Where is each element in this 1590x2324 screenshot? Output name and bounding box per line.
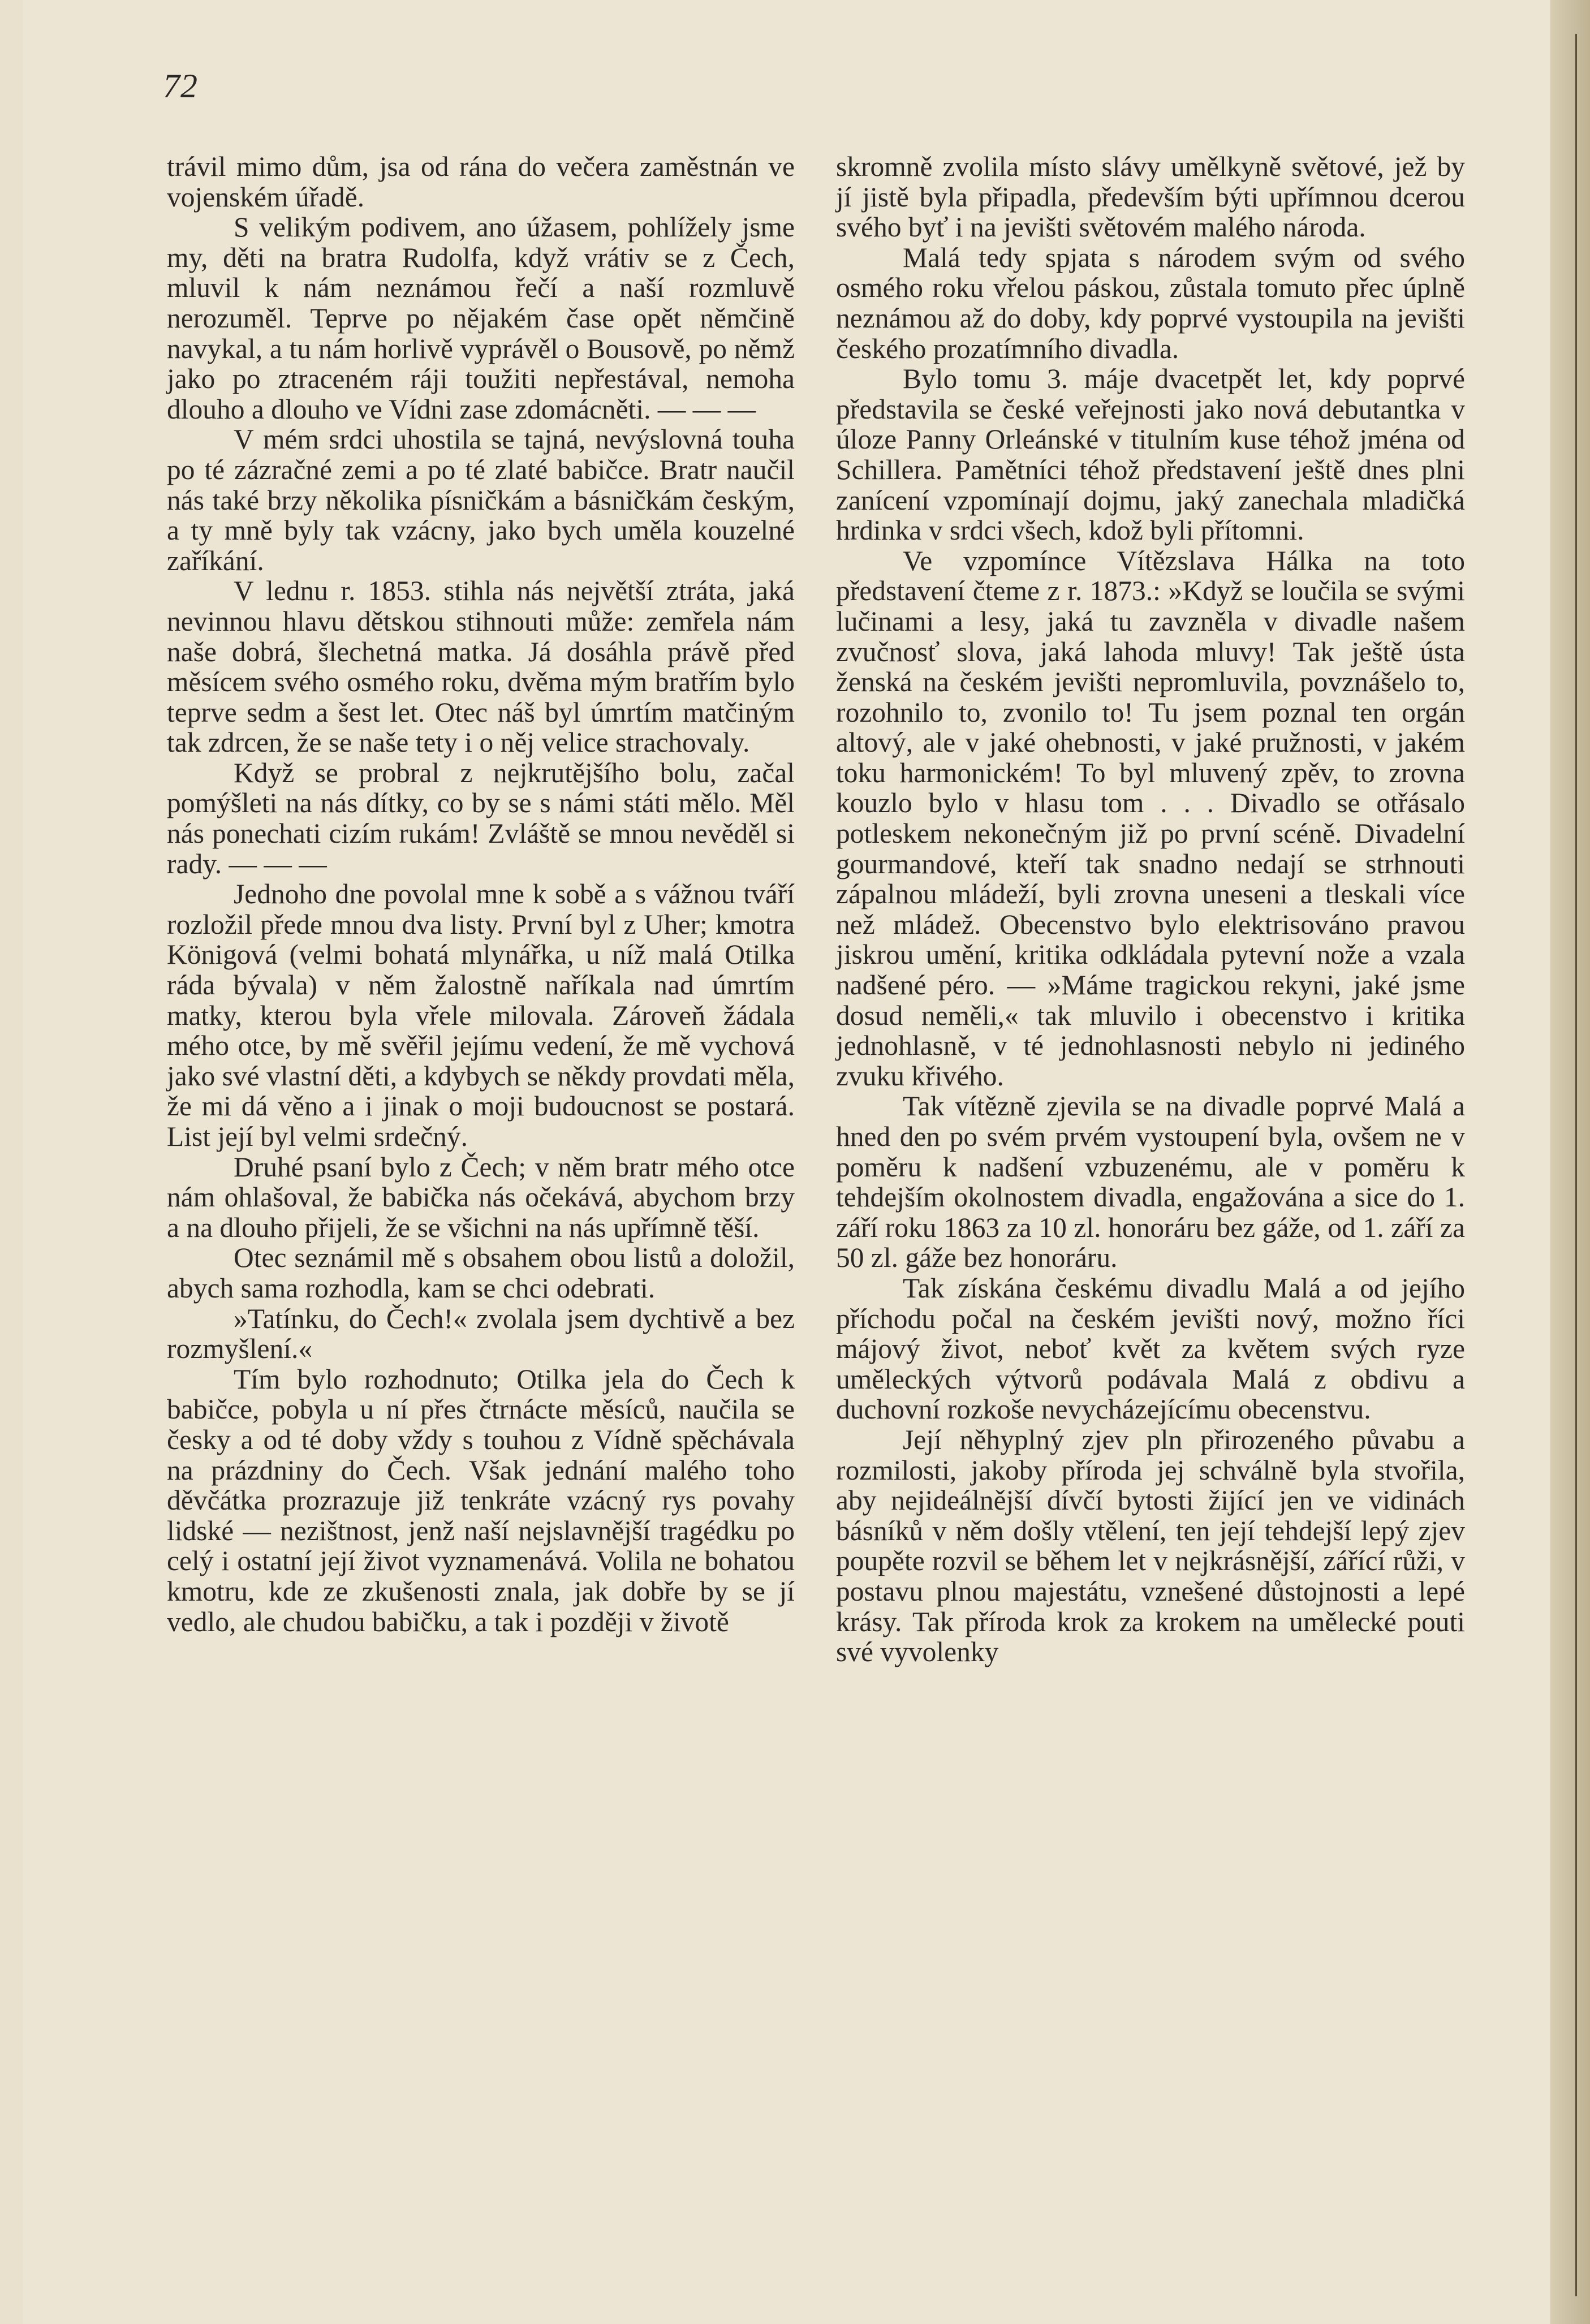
paragraph: Druhé psaní bylo z Čech; v něm bratr mého otce nám ohlašoval, že babička nás očekává, abychom brzy a na dlouho přijeli, že se všichni na nás upřímně těší. xyxy=(167,1151,795,1243)
paragraph: Tak získána českému divadlu Malá a od jejího příchodu počal na českém jevišti nový, možno říci májový život, neboť květ za květem svých ryze uměleckých výtvorů podávala Malá z obdivu a duchovní rozkoše nevycházejícímu obecenstvu. xyxy=(836,1272,1465,1425)
paragraph: V mém srdci uhostila se tajná, nevýslovná touha po té zázračné zemi a po té zlaté babičce. Bratr naučil nás také brzy několika písničkám a básničkám českým, a ty mně byly tak vzácny, jako bych uměla kouzelné zaříkání. xyxy=(167,424,795,576)
paragraph: Jednoho dne povolal mne k sobě a s vážnou tváří rozložil přede mnou dva listy. První byl z Uher; kmotra Königová (velmi bohatá mlynářka, u níž malá Otilka ráda bývala) v něm žalostně naříkala nad úmrtím matky, kterou byla vřele milovala. Zároveň žádala mého otce, by mě svěřil jejímu vedení, že mě vychová jako své vlastní děti, a kdybych se někdy provdati měla, že mi dá věno a i jinak o moji budoucnost se postará. List její byl velmi srdečný. xyxy=(167,878,795,1152)
paragraph: Bylo tomu 3. máje dvacetpět let, kdy poprvé představila se české veřejnosti jako nová debutantka v úloze Panny Orleánské v titulním kuse téhož jména od Schillera. Pamětníci téhož představení ještě dnes plni zanícení vzpomínají dojmu, jaký zanechala mladičká hrdinka v srdci všech, kdož byli přítomni. xyxy=(836,363,1465,546)
paragraph: Otec seznámil mě s obsahem obou listů a doložil, abych sama rozhodla, kam se chci odebrati. xyxy=(167,1242,795,1304)
paragraph: Ve vzpomínce Vítězslava Hálka na toto představení čteme z r. 1873.: »Když se loučila se svými lučinami a lesy, jaká tu zavzněla v divadle našem zvučnosť slova, jaká lahoda mluvy! Tak ještě ústa ženská na českém jevišti nepromluvila, povznášelo to, rozohnilo to, zvonilo to! Tu jsem poznal ten orgán altový, ale v jaké ohebnosti, v jaké pružnosti, v jakém toku harmonickém! To byl mluvený zpěv, to zrovna kouzlo bylo v hlasu tom . . . Divadlo se otřásalo potleskem nekonečným již po první scéně. Divadelní gourmandové, kteří tak snadno nedají se strhnouti zápalnou mládeží, byli zrovna uneseni a tleskali více než mládež. Obecenstvo bylo elektrisováno pravou jiskrou umění, kritika odkládala pytevní nože a vzala nadšené péro. — »Máme tragickou rekyni, jaké jsme dosud neměli,« tak mluvilo i obecenstvo i kritika jednohlasně, v té jednohlasnosti nebylo ni jediného zvuku křivého. xyxy=(836,545,1465,1092)
page-edge-line xyxy=(1575,34,1577,2296)
page-edge xyxy=(1550,0,1590,2324)
paragraph: S velikým podivem, ano úžasem, pohlížely jsme my, děti na bratra Rudolfa, když vrátiv se z Čech, mluvil k nám neznámou řečí a naší rozmluvě nerozuměl. Teprve po nějakém čase opět němčině navykal, a tu nám horlivě vyprávěl o Bousově, po němž jako po ztraceném ráji toužiti nepřestával, nemoha dlouho a dlouho ve Vídni zase zdomácněti. — — — xyxy=(167,212,795,425)
page-number: 72 xyxy=(163,67,198,105)
paragraph: Tím bylo rozhodnuto; Otilka jela do Čech k babičce, pobyla u ní přes čtrnácte měsíců, naučila se česky a od té doby vždy s touhou z Vídně spěchávala na prázdniny do Čech. Však jednání malého toho děvčátka prozrazuje již tenkráte vzácný rys povahy lidské — nezištnost, jenž naší nejslavnější tragédku po celý i ostatní její život vyznamenává. Volila ne bohatou kmotru, kde ze zkušenosti znala, jak dobře by se jí vedlo, ale chudou babičku, a tak i později v životě xyxy=(167,1363,795,1637)
paragraph: »Tatínku, do Čech!« zvolala jsem dychtivě a bez rozmyšlení.« xyxy=(167,1303,795,1365)
paragraph: trávil mimo dům, jsa od rána do večera zaměstnán ve vojenském úřadě. xyxy=(167,151,795,213)
right-text-column xyxy=(836,152,1465,1667)
paragraph: Malá tedy spjata s národem svým od svého osmého roku vřelou páskou, zůstala tomuto přec úplně neznámou až do doby, kdy poprvé vystoupila na jevišti českého prozatímního divadla. xyxy=(836,242,1465,364)
paragraph: Její něhyplný zjev pln přirozeného půvabu a rozmilosti, jakoby příroda jej schválně byla stvořila, aby nejideálnější dívčí bytosti žijící jen ve vidinách básníků v něm došly vtělení, ten její tehdejší lepý zjev poupěte rozvil se během let v nejkrásnější, zářící růži, v postavu plnou majestátu, vznešené důstojnosti a lepé krásy. Tak příroda krok za krokem na umělecké pouti své vyvolenky xyxy=(836,1424,1465,1668)
paragraph: skromně zvolila místo slávy umělkyně světové, jež by jí jistě byla připadla, především býti upřímnou dcerou svého byť i na jevišti světovém malého národa. xyxy=(836,151,1465,243)
paragraph: Tak vítězně zjevila se na divadle poprvé Malá a hned den po svém prvém vystoupení byla, ovšem ne v poměru k nadšení vzbuzenému, ale v poměru k tehdejším okolnostem divadla, engažována a sice do 1. září roku 1863 za 10 zl. honoráru bez gáže, od 1. září za 50 zl. gáže bez honoráru. xyxy=(836,1090,1465,1274)
left-text-column xyxy=(167,152,795,1637)
paragraph: Když se probral z nejkrutějšího bolu, začal pomýšleti na nás dítky, co by se s námi státi mělo. Měl nás ponechati cizím rukám! Zvláště se mnou nevěděl si rady. — — — xyxy=(167,757,795,879)
paragraph: V lednu r. 1853. stihla nás největší ztráta, jaká nevinnou hlavu dětskou stihnouti může: zemřela nám naše dobrá, šlechetná matka. Já dosáhla právě před měsícem svého osmého roku, dvěma mým bratřím bylo teprve sedm a šest let. Otec náš byl úmrtím matčiným tak zdrcen, že se naše tety i o něj velice strachovaly. xyxy=(167,575,795,758)
